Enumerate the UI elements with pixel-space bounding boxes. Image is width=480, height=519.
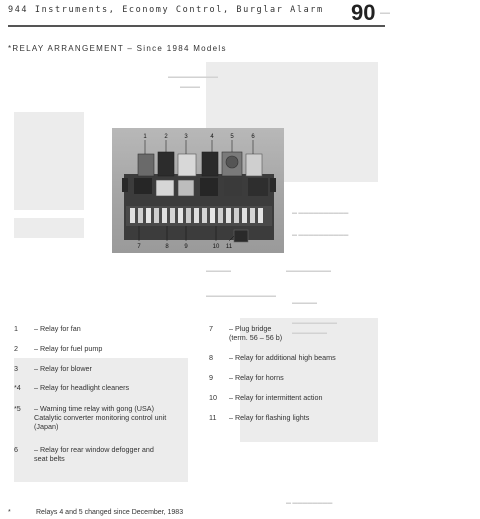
legend-text-continued: Catalytic converter monitoring control unit (Japan) [34, 413, 167, 431]
legend-text: – Relay for fuel pump [34, 344, 103, 353]
section-title: *RELAY ARRANGEMENT – Since 1984 Models [8, 44, 227, 53]
relay-3 [178, 154, 196, 176]
legend-text: – Relay for additional high beams [229, 353, 336, 362]
legend-marker: 1 [14, 324, 18, 333]
bleed-through-text: ▬ ▬▬▬▬▬▬▬▬▬▬ [292, 232, 349, 238]
legend-item [209, 393, 389, 402]
legend-marker: 6 [14, 445, 18, 454]
legend-text: – Relay for fan [34, 324, 81, 333]
relay-1 [138, 154, 154, 176]
relay-11 [224, 178, 242, 196]
bleed-through-text: ▬▬▬▬▬▬▬▬▬▬ [168, 74, 218, 80]
legend-text: – Relay for flashing lights [229, 413, 310, 422]
legend-item [14, 344, 199, 353]
legend-item [209, 413, 389, 422]
legend-marker: 8 [209, 353, 213, 362]
callout-4: 4 [210, 134, 214, 140]
relay-panel-photo [112, 128, 284, 253]
callout-11: 11 [225, 244, 233, 250]
callout-9: 9 [184, 244, 188, 250]
legend-item [209, 373, 389, 382]
bleed-through-text: ▬ ▬▬▬▬▬▬▬▬▬▬ [292, 210, 349, 216]
callout-3: 3 [184, 134, 188, 140]
bleed-through-text: ▬▬▬▬▬▬▬ [292, 330, 327, 336]
legend-marker: *4 [14, 383, 21, 392]
relay-4 [202, 152, 218, 176]
legend-marker: 9 [209, 373, 213, 382]
legend-text: – Relay for horns [229, 373, 284, 382]
footnote [8, 509, 183, 516]
relay-5-gong [226, 156, 238, 168]
legend-item [14, 364, 199, 373]
header-rule [8, 25, 385, 27]
callout-10: 10 [212, 244, 220, 250]
callout-5: 5 [230, 134, 234, 140]
running-header: 944 Instruments, Economy Control, Burglar Alarm [8, 5, 324, 15]
legend-text: – Warning time relay with gong (USA) [34, 404, 154, 413]
page-number: 90 [351, 0, 376, 25]
legend-item [209, 353, 389, 362]
fuses [130, 208, 263, 223]
legend-text: – Relay for headlight cleaners [34, 383, 130, 392]
bleed-through-text: ▬▬▬▬▬▬▬▬▬ [286, 268, 331, 274]
callout-8: 8 [165, 244, 169, 250]
callout-2: 2 [164, 134, 168, 140]
relay-7 [134, 178, 152, 194]
legend-item [14, 404, 184, 431]
footnote-text: Relays 4 and 5 changed since December, 1983 [36, 509, 184, 516]
legend-item [14, 383, 199, 392]
relay-10 [200, 178, 218, 196]
relay-extra [248, 178, 268, 196]
bleed-through-text: ▬▬▬▬▬▬▬▬▬ [292, 320, 337, 326]
callout-7: 7 [137, 244, 141, 250]
bleed-through-text: ▬▬ [380, 10, 390, 16]
legend-marker: 11 [209, 413, 217, 422]
callout-1: 1 [143, 134, 147, 140]
callout-6: 6 [251, 134, 255, 140]
legend-text: – Relay for rear window defogger and [34, 445, 154, 454]
legend-text: – Relay for blower [34, 364, 92, 373]
legend-text-continued: (term. 56 – 56 b) [229, 333, 283, 342]
panel-mount-right [270, 178, 276, 192]
legend-marker: 7 [209, 324, 213, 333]
footnote-marker: * [8, 509, 11, 516]
panel-mount-left [122, 178, 128, 192]
legend-marker: *5 [14, 404, 21, 413]
legend-item [14, 445, 194, 463]
bleed-through-text: ▬▬▬▬▬ [292, 300, 317, 306]
bleed-through-text: ▬▬▬▬▬ [206, 268, 231, 274]
legend-text: – Plug bridge [229, 324, 272, 333]
bleed-through-text: ▬▬▬▬ [180, 84, 200, 90]
legend-item [209, 324, 389, 342]
legend-marker: 10 [209, 393, 217, 402]
bleed-through-text: ▬ ▬▬▬▬▬▬▬▬ [286, 500, 333, 506]
plug-bridge [234, 230, 248, 242]
relay-6 [246, 154, 262, 176]
relay-9 [178, 180, 194, 196]
legend-marker: 2 [14, 344, 18, 353]
legend-text: – Relay for intermittent action [229, 393, 323, 402]
relay-2 [158, 152, 174, 176]
bleed-through-block [14, 112, 84, 210]
legend-item [14, 324, 199, 333]
bleed-through-text: ▬▬▬▬▬▬▬▬▬▬▬▬▬▬ [206, 293, 276, 299]
legend-marker: 3 [14, 364, 18, 373]
legend-text-continued: seat belts [34, 454, 65, 463]
bleed-through-block [14, 218, 84, 238]
relay-8 [156, 180, 174, 196]
